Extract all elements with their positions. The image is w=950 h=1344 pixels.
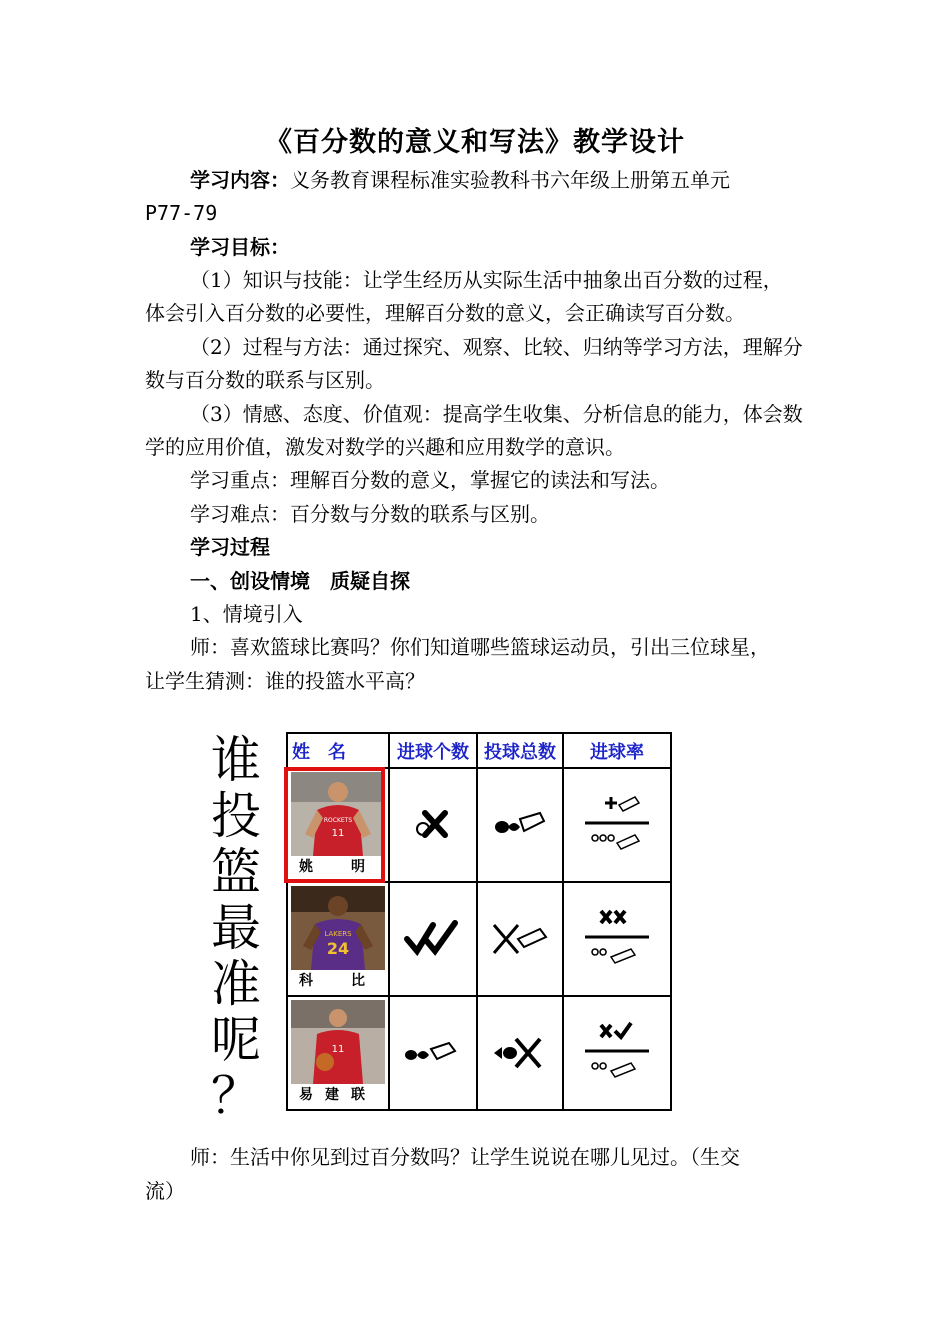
symbol-glyph [488, 1033, 552, 1073]
teacher1-line1: 师：喜欢篮球比赛吗？你们知道哪些篮球运动员，引出三位球星， [190, 635, 770, 659]
symbol-glyph [488, 805, 552, 845]
goals-cell [389, 882, 477, 996]
goal1-line1: （1）知识与技能：让学生经历从实际生活中抽象出百分数的过程， [190, 268, 783, 292]
shots-cell [477, 996, 563, 1110]
shots-cell [477, 882, 563, 996]
jersey-team: LAKERS [324, 930, 352, 938]
item1: 1、情境引入 [190, 602, 303, 626]
table-row [287, 882, 671, 996]
difficulty: 学习难点：百分数与分数的联系与区别。 [190, 502, 550, 526]
content-line [190, 166, 730, 194]
question-char: 篮 [211, 843, 261, 901]
rate-cell [563, 996, 671, 1110]
jersey-number: 24 [326, 939, 350, 958]
jersey-number: 11 [331, 1044, 345, 1055]
jersey-team: ROCKETS [323, 817, 353, 824]
symbol-glyph [403, 919, 463, 959]
question-char: ？ [211, 1067, 261, 1125]
goals-cell [389, 996, 477, 1110]
player-photo [291, 1000, 385, 1084]
goal1-line2: 体会引入百分数的必要性，理解百分数的意义，会正确读写百分数。 [145, 301, 745, 325]
goals-heading: 学习目标： [190, 235, 290, 259]
player-cell [287, 882, 389, 996]
key-point: 学习重点：理解百分数的意义，掌握它的读法和写法。 [190, 468, 670, 492]
symbol-glyph [401, 1033, 465, 1073]
goals-cell [389, 768, 477, 882]
header-rate: 进球率 [563, 733, 671, 768]
fraction-glyph [577, 785, 657, 865]
player-name: 易建联 [299, 1087, 377, 1103]
symbol-glyph [488, 919, 552, 959]
rate-cell [563, 882, 671, 996]
question-char: 投 [211, 787, 261, 845]
header-shots: 投球总数 [477, 733, 563, 768]
jersey-number: 11 [331, 828, 345, 839]
player-name: 姚 明 [299, 859, 377, 875]
header-name: 姓 名 [287, 733, 389, 768]
shots-cell [477, 768, 563, 882]
symbol-glyph [403, 805, 463, 845]
page-title: 《百分数的意义和写法》教学设计 [265, 127, 685, 158]
question-char: 呢 [211, 1011, 261, 1069]
section1-heading: 一、创设情境 质疑自探 [190, 569, 410, 593]
question-char: 谁 [211, 731, 261, 789]
process-heading: 学习过程 [190, 535, 270, 559]
content-label: 学习内容： [190, 168, 290, 192]
player-name: 科 比 [299, 973, 377, 989]
goal3-line1: （3）情感、态度、价值观：提高学生收集、分析信息的能力，体会数 [190, 402, 803, 426]
goal2-line1: （2）过程与方法：通过探究、观察、比较、归纳等学习方法，理解分 [190, 335, 803, 359]
fraction-glyph [577, 1013, 657, 1093]
fraction-glyph [577, 899, 657, 979]
content-pages: P77-79 [145, 201, 218, 225]
rate-cell [563, 768, 671, 882]
goal2-line2: 数与百分数的联系与区别。 [145, 368, 385, 392]
question-char: 最 [211, 899, 261, 957]
table-row [287, 996, 671, 1110]
player-photo [291, 886, 385, 970]
highlight-box [284, 767, 385, 883]
player-cell [287, 996, 389, 1110]
question-char: 准 [211, 955, 261, 1013]
content-text: 义务教育课程标准实验教科书六年级上册第五单元 [290, 168, 730, 192]
teacher2-line1: 师：生活中你见到过百分数吗？让学生说说在哪儿见过。（生交 [190, 1145, 740, 1169]
goal3-line2: 学的应用价值，激发对数学的兴趣和应用数学的意识。 [145, 435, 625, 459]
teacher1-line2: 让学生猜测：谁的投篮水平高？ [145, 669, 425, 693]
teacher2-line2: 流） [145, 1179, 185, 1203]
header-goals: 进球个数 [389, 733, 477, 768]
vertical-question [205, 732, 267, 1124]
